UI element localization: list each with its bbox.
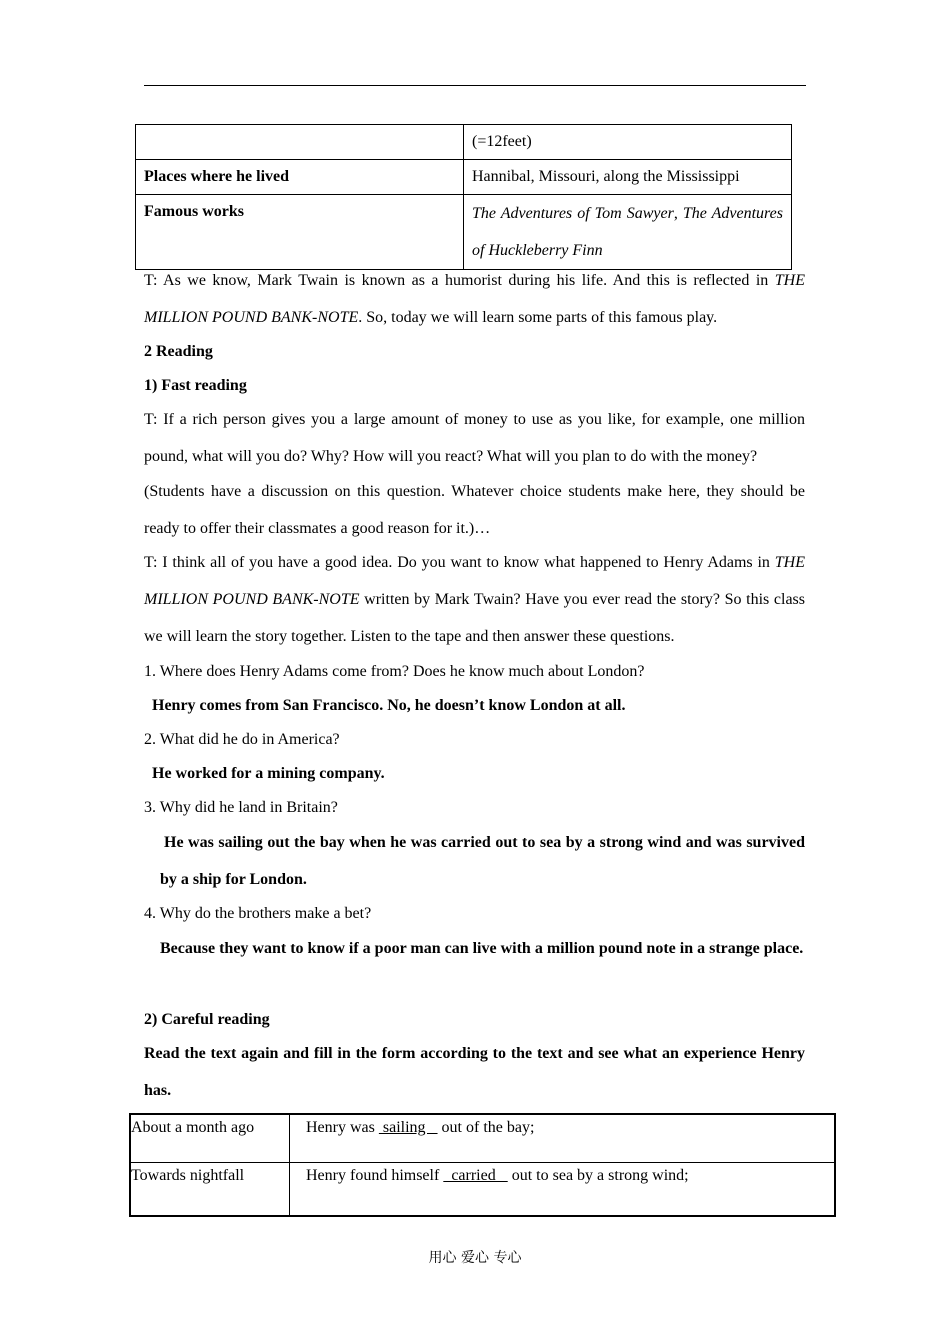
experience-table	[129, 1113, 836, 1217]
time-cell: Towards nightfall	[130, 1162, 290, 1216]
header-rule	[144, 85, 806, 86]
section-heading: 2 Reading	[144, 343, 213, 360]
event-text: Henry was	[306, 1119, 379, 1136]
table-row	[130, 1162, 835, 1216]
table-row	[130, 1114, 835, 1162]
intro-paragraph	[144, 262, 805, 336]
page-footer: 用心 爱心 专心	[428, 1250, 522, 1266]
play-title: THE MILLION POUND BANK-NOTE	[144, 554, 805, 608]
answer: Because they want to know if a poor man can live with a million pound note in a strange place.	[160, 940, 804, 957]
event-cell	[290, 1162, 836, 1216]
answer: He was sailing out the bay when he was carried out to sea by a strong wind and was survived by a ship for London.	[160, 834, 805, 888]
teacher-text-end: written by Mark Twain? Have you ever read the story? So this class we will learn the story together. Listen to the tape and then answer these questions.	[144, 591, 806, 645]
work-title: The Adventures of Tom Sawyer	[472, 205, 674, 222]
fill-in-blank: carried	[443, 1166, 508, 1184]
table-cell-label: Places where he lived	[136, 160, 464, 195]
students-paragraph: (Students have a discussion on this question. Whatever choice students make here, they should be ready to offer their classmates a good reason for it.)…	[144, 483, 805, 537]
subsection-heading: 1) Fast reading	[144, 377, 247, 394]
event-cell	[290, 1114, 836, 1162]
work-title: The Adventures of Huckleberry Finn	[472, 205, 783, 259]
intro-text-end: . So, today we will learn some parts of this famous play.	[358, 309, 718, 326]
question: 4. Why do the brothers make a bet?	[144, 905, 372, 922]
table-cell-value: Hannibal, Missouri, along the Mississippi	[464, 160, 792, 195]
teacher-paragraph	[144, 544, 805, 655]
table-row	[136, 125, 792, 160]
teacher-text: T: I think all of you have a good idea. Do you want to know what happened to Henry Adams in	[144, 554, 775, 571]
fill-in-blank: sailing	[378, 1119, 438, 1136]
table-cell-label	[136, 125, 464, 160]
question: 3. Why did he land in Britain?	[144, 799, 338, 816]
answer: He worked for a mining company.	[152, 765, 385, 782]
teacher-paragraph: T: If a rich person gives you a large amount of money to use as you like, for example, one million pound, what will you do? Why? How will you react? What will you plan to do with the money?	[144, 411, 805, 465]
question: 2. What did he do in America?	[144, 731, 340, 748]
subsection-heading: 2) Careful reading	[144, 1011, 270, 1028]
play-title: THE MILLION POUND BANK-NOTE	[144, 272, 805, 326]
work-separator: ,	[673, 205, 683, 222]
question: 1. Where does Henry Adams come from? Does he know much about London?	[144, 663, 645, 680]
table-cell-label: Famous works	[136, 195, 464, 270]
event-text: out of the bay;	[437, 1119, 535, 1136]
table-cell-value: (=12feet)	[464, 125, 792, 160]
time-cell: About a month ago	[130, 1114, 290, 1162]
intro-text: T: As we know, Mark Twain is known as a humorist during his life. And this is reflected in	[144, 272, 775, 289]
event-text: out to sea by a strong wind;	[507, 1166, 689, 1184]
mark-twain-info-table	[135, 124, 792, 270]
answer: Henry comes from San Francisco. No, he doesn’t know London at all.	[152, 697, 626, 714]
famous-works-cell	[464, 195, 792, 270]
instruction: Read the text again and fill in the form according to the text and see what an experience Henry has.	[144, 1045, 805, 1099]
table-row	[136, 160, 792, 195]
event-text: Henry found himself	[306, 1166, 444, 1184]
table-row	[136, 195, 792, 270]
